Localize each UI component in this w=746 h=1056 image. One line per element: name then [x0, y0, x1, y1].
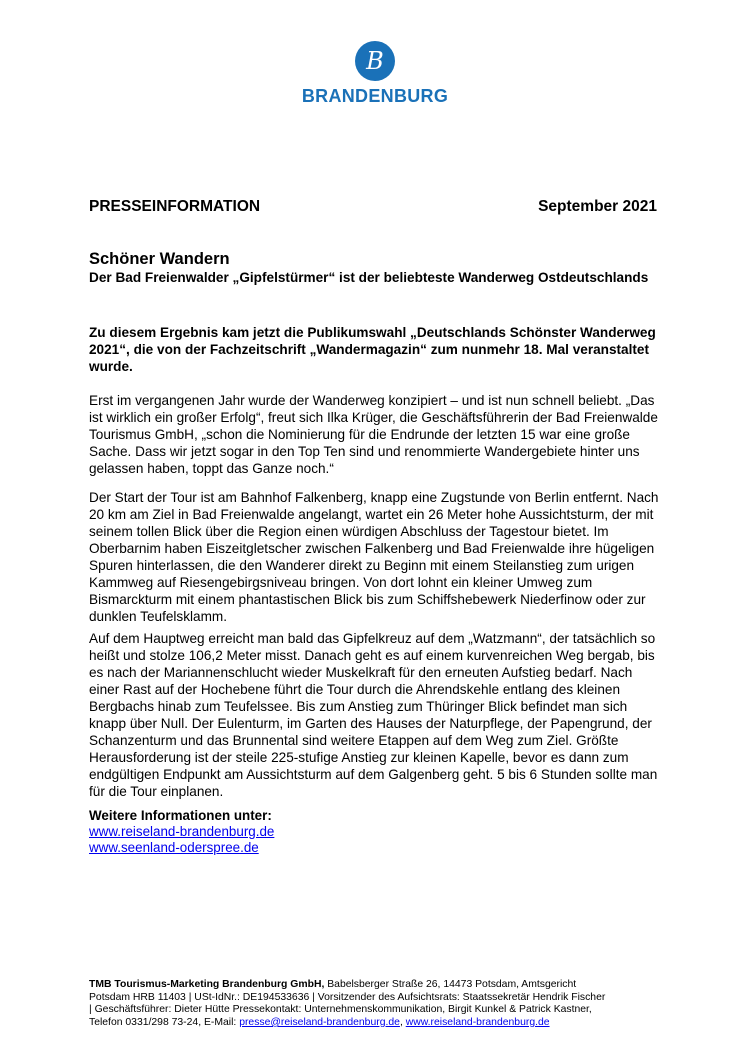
footer-email-link[interactable]: presse@reiseland-brandenburg.de — [239, 1016, 400, 1028]
footer-management: | Geschäftsführer: Dieter Hütte Pressekontakt: Unternehmenskommunikation, Birgit Kunkel & Patrick Kastner, — [89, 1004, 592, 1016]
press-header — [89, 198, 657, 216]
body-paragraph: Auf dem Hauptweg erreicht man bald das Gipfelkreuz auf dem „Watzmann“, der tatsächlich so heißt und stolze 106,2 Meter misst. Danach geht es auf einem kurvenreichen Weg bergab, bis es nach der Mariannenschlucht wieder Muskelkraft für den erneuten Aufstieg bedarf. Nach einer Rast auf der Hochebene führt die Tour durch die Ahrendskehle entlang des kleinen Bergbachs hinab zum Teufelssee. Bis zum Anstieg zum Thüringer Blick befindet man sich knapp über Null. Der Eulenturm, im Garten des Hauses der Naturpflege, der Papengrund, der Schanzenturm und das Brunnental sind weitere Etappen auf dem Weg zum Ziel. Größte Herausforderung ist der steile 225-stufige Anstieg zur kleinen Kapelle, bevor es dann zum endgültigen Endpunkt am Aussichtsturm auf dem Galgenberg geht. 5 bis 6 Stunden sollte man für die Tour einplanen. — [89, 631, 658, 799]
body-paragraph: Der Start der Tour ist am Bahnhof Falkenberg, knapp eine Zugstunde von Berlin entfernt. Nach 20 km am Ziel in Bad Freienwalde angelangt, wartet ein 26 Meter hohe Aussichtsturm, der mit seinem tollen Blick über die Region einen würdigen Abschluss der Tagestour bietet. Im Oberbarnim haben Eiszeitgletscher zwischen Falkenberg und Bad Freienwalde ihre hügeligen Spuren hinterlassen, die den Wanderer direkt zu Beginn mit einem Steilanstieg zum urigen Kammweg auf Riesengebirgsniveau bringen. Von dort lohnt ein kleiner Umweg zum Bismarckturm mit einem phantastischen Blick bis zum Schiffshebewerk Niederfinow oder zur dunklen Teufelsklamm. — [89, 490, 659, 624]
footer-address: Babelsberger Straße 26, 14473 Potsdam, Amtsgericht — [324, 979, 577, 990]
lead-paragraph: Zu diesem Ergebnis kam jetzt die Publikumswahl „Deutschlands Schönster Wanderweg 2021“, die von der Fachzeitschrift „Wandermagazin“ zum nunmehr 18. Mal veranstaltet wurde. — [89, 325, 656, 374]
footer-separator: , — [399, 1016, 406, 1028]
footer-line — [89, 979, 659, 992]
press-date: September 2021 — [538, 198, 657, 215]
link-reiseland-brandenburg[interactable]: www.reiseland-brandenburg.de — [89, 824, 275, 839]
logo-monogram: B — [366, 47, 384, 75]
footer — [89, 979, 659, 1029]
brandenburg-emblem-icon — [354, 40, 396, 82]
article-subtitle: Der Bad Freienwalder „Gipfelstürmer“ ist der beliebteste Wanderweg Ostdeutschlands — [89, 270, 649, 285]
press-label: PRESSEINFORMATION — [89, 198, 261, 215]
footer-phone: Telefon 0331/298 73-24, E-Mail: — [89, 1016, 240, 1028]
footer-contact — [89, 1017, 659, 1030]
more-info-label: Weitere Informationen unter: — [89, 808, 272, 823]
logo-wordmark: BRANDENBURG — [301, 86, 449, 106]
article-title: Schöner Wandern — [89, 250, 230, 268]
brand-logo — [290, 40, 460, 107]
more-info-section — [89, 808, 274, 856]
footer-website-link[interactable]: www.reiseland-brandenburg.de — [405, 1016, 550, 1028]
body-paragraph: Erst im vergangenen Jahr wurde der Wanderweg konzipiert – und ist nun schnell beliebt. „Das ist wirklich ein großer Erfolg“, freut sich Ilka Krüger, die Geschäftsführerin der Bad Freienwalde Tourismus GmbH, „schon die Nominierung für die Endrunde der letzten 15 war eine große Sache. Dass wir jetzt sogar in den Top Ten sind und renommierte Wandergebiete hinter uns gelassen haben, toppt das Ganze noch.“ — [89, 393, 658, 476]
footer-company: TMB Tourismus-Marketing Brandenburg GmbH, — [89, 979, 325, 990]
link-seenland-oderspree[interactable]: www.seenland-oderspree.de — [89, 840, 259, 855]
footer-register: Potsdam HRB 11403 | USt-IdNr.: DE194533636 | Vorsitzender des Aufsichtsrats: Staatssekretär Hendrik Fischer — [89, 991, 606, 1003]
